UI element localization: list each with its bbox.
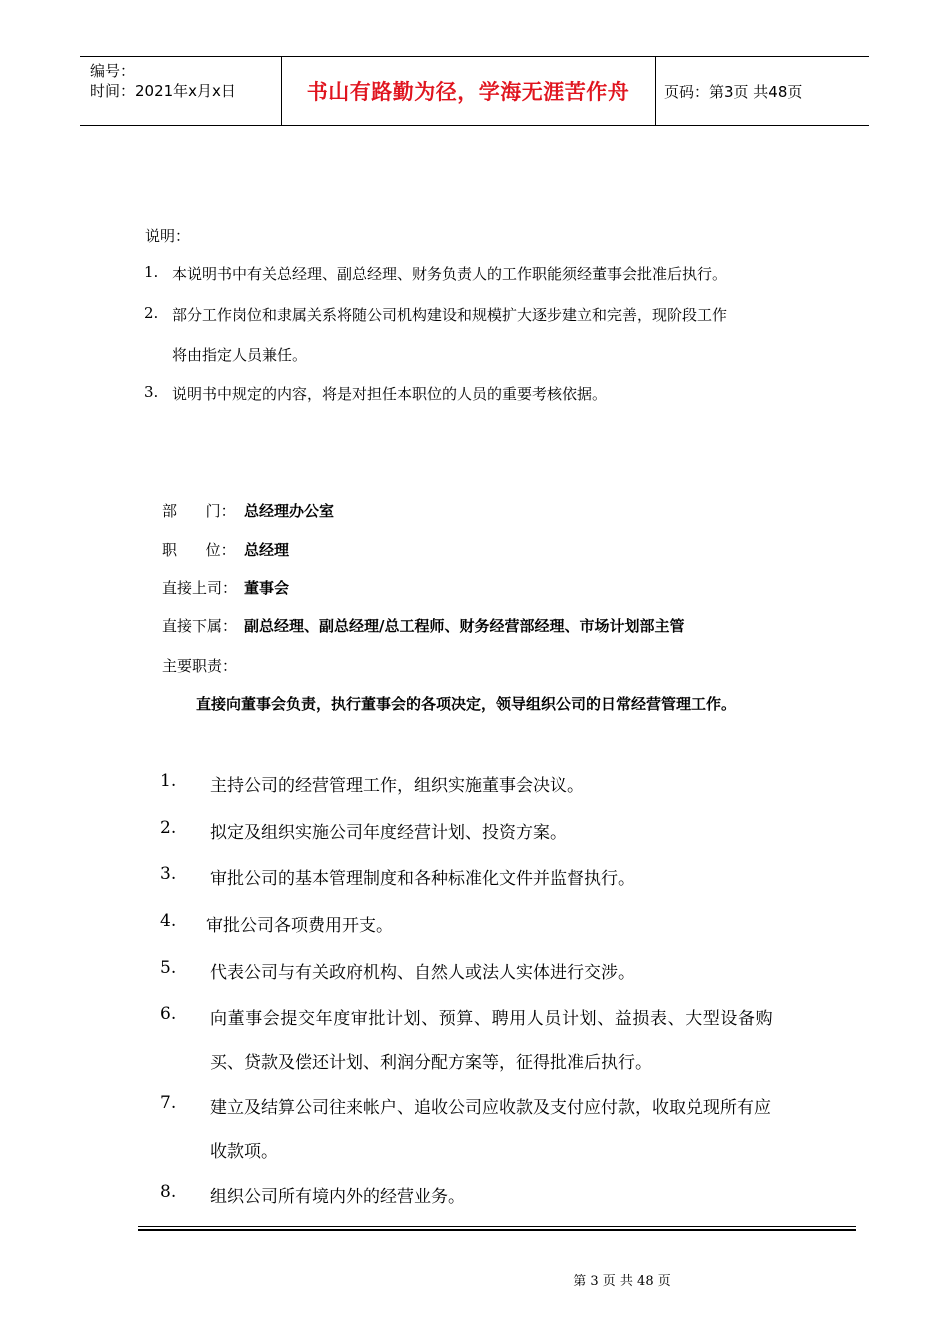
duties-summary: 直接向董事会负责，执行董事会的各项决定，领导组织公司的日常经营管理工作。 [196,695,737,713]
duty-text: 审批公司的基本管理制度和各种标准化文件并监督执行。 [210,869,635,889]
post-value: 总经理 [244,541,290,559]
time-text: 时间：2021年x月x日 [90,82,236,100]
subordinate-label: 直接下属： [162,617,238,635]
footer-page-number: 第 3 页 共 48 页 [573,1274,671,1289]
note-number: 3. [144,383,159,401]
duty-number: 8. [160,1182,177,1202]
duty-number: 5. [160,958,177,978]
header-meta [90,61,236,101]
duty-text: 建立及结算公司往来帐户、追收公司应收款及支付应付款，收取兑现所有应 [210,1098,771,1118]
duty-text: 组织公司所有境内外的经营业务。 [210,1187,465,1207]
dept-label: 部 门： [162,502,236,520]
duty-number: 1. [160,771,177,791]
header-motto: 书山有路勤为径，学海无涯苦作舟 [306,80,630,104]
duty-number: 6. [160,1004,177,1024]
note-text: 说明书中规定的内容，将是对担任本职位的人员的重要考核依据。 [172,385,608,403]
note-number: 2. [144,304,159,322]
page-header [80,56,869,126]
duty-text: 主持公司的经营管理工作，组织实施董事会决议。 [210,776,584,796]
serial-label: 编号： [90,62,136,80]
duty-text: 向董事会提交年度审批计划、预算、聘用人员计划、益损表、大型设备购 [210,1009,774,1029]
duty-text: 审批公司各项费用开支。 [206,916,393,936]
duty-number: 7. [160,1093,177,1113]
notes-title: 说明： [145,227,191,245]
note-text-continued: 将由指定人员兼任。 [172,346,308,364]
footer-rule [138,1226,856,1227]
duty-number: 4. [160,911,177,931]
duty-text: 拟定及组织实施公司年度经营计划、投资方案。 [210,823,567,843]
duty-text: 代表公司与有关政府机构、自然人或法人实体进行交涉。 [210,963,635,983]
superior-label: 直接上司： [162,579,238,597]
subordinate-value: 副总经理、副总经理/总工程师、财务经营部经理、市场计划部主管 [244,617,685,635]
post-label: 职 位： [162,541,236,559]
note-text: 本说明书中有关总经理、副总经理、财务负责人的工作职能须经董事会批准后执行。 [172,265,728,283]
dept-value: 总经理办公室 [244,502,335,520]
note-text: 部分工作岗位和隶属关系将随公司机构建设和规模扩大逐步建立和完善，现阶段工作 [172,306,728,324]
duty-number: 2. [160,818,177,838]
header-page-info: 页码：第3页 共48页 [664,82,803,101]
footer-rule [138,1229,856,1231]
duties-label: 主要职责： [162,657,238,675]
header-divider [655,57,656,125]
duty-number: 3. [160,864,177,884]
superior-value: 董事会 [244,579,290,597]
duty-text-continued: 买、贷款及偿还计划、利润分配方案等，征得批准后执行。 [210,1053,652,1073]
note-number: 1. [144,263,159,281]
duty-text-continued: 收款项。 [210,1142,278,1162]
